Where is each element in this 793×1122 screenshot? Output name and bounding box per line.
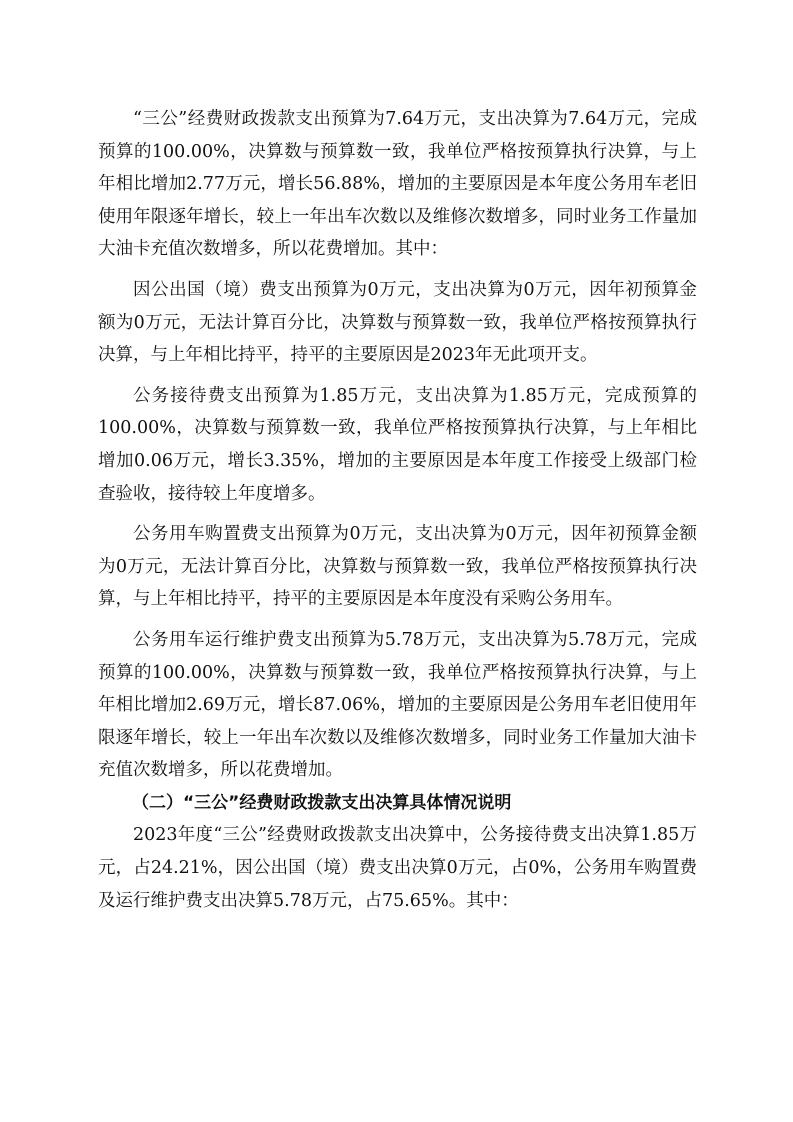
paragraph-overseas-travel: 因公出国（境）费支出预算为0万元，支出决算为0万元，因年初预算金额为0万元，无法计算百分比，决算数与预算数一致，我单位严格按预算执行决算，与上年相比持平，持平的主要原因是2023年无此项开支。 bbox=[98, 279, 697, 366]
paragraph-vehicle-purchase: 公务用车购置费支出预算为0万元，支出决算为0万元，因年初预算金额为0万元，无法计算百分比，决算数与预算数一致，我单位严格按预算执行决算，与上年相比持平，持平的主要原因是本年度没有采购公务用车。 bbox=[98, 524, 697, 610]
paragraph-three-public-overview: “三公”经费财政拨款支出预算为7.64万元，支出决算为7.64万元，完成预算的100.00%，决算数与预算数一致，我单位严格按预算执行决算，与上年相比增加2.77万元，增长56.88%，增加的主要原因是本年度公务用车老旧使用年限逐年增长，较上一年出车次数以及维修次数增多，同时业务工作量加大油卡充值次数增多，所以花费增加。其中： bbox=[98, 109, 697, 260]
paragraph-reception-expense: 公务接待费支出预算为1.85万元，支出决算为1.85万元，完成预算的100.00%，决算数与预算数一致，我单位严格按预算执行决算，与上年相比增加0.06万元，增长3.35%，增加的主要原因是本年度工作接受上级部门检查验收，接待较上年度增多。 bbox=[98, 385, 697, 504]
paragraph-vehicle-maintenance: 公务用车运行维护费支出预算为5.78万元，支出决算为5.78万元，完成预算的100.00%，决算数与预算数一致，我单位严格按预算执行决算，与上年相比增加2.69万元，增长87.06%，增加的主要原因是公务用车老旧使用年限逐年增长，较上一年出车次数以及维修次数增多，同时业务工作量加大油卡充值次数增多，所以花费增加。 bbox=[98, 629, 697, 781]
section-heading: （二）“三公”经费财政拨款支出决算具体情况说明 bbox=[132, 792, 512, 813]
paragraph-final-summary: 2023年度“三公”经费财政拨款支出决算中，公务接待费支出决算1.85万元，占24.21%，因公出国（境）费支出决算0万元，占0%，公务用车购置费及运行维护费支出决算5.78万元，占75.65%。其中： bbox=[98, 825, 697, 911]
document-body bbox=[98, 103, 697, 917]
